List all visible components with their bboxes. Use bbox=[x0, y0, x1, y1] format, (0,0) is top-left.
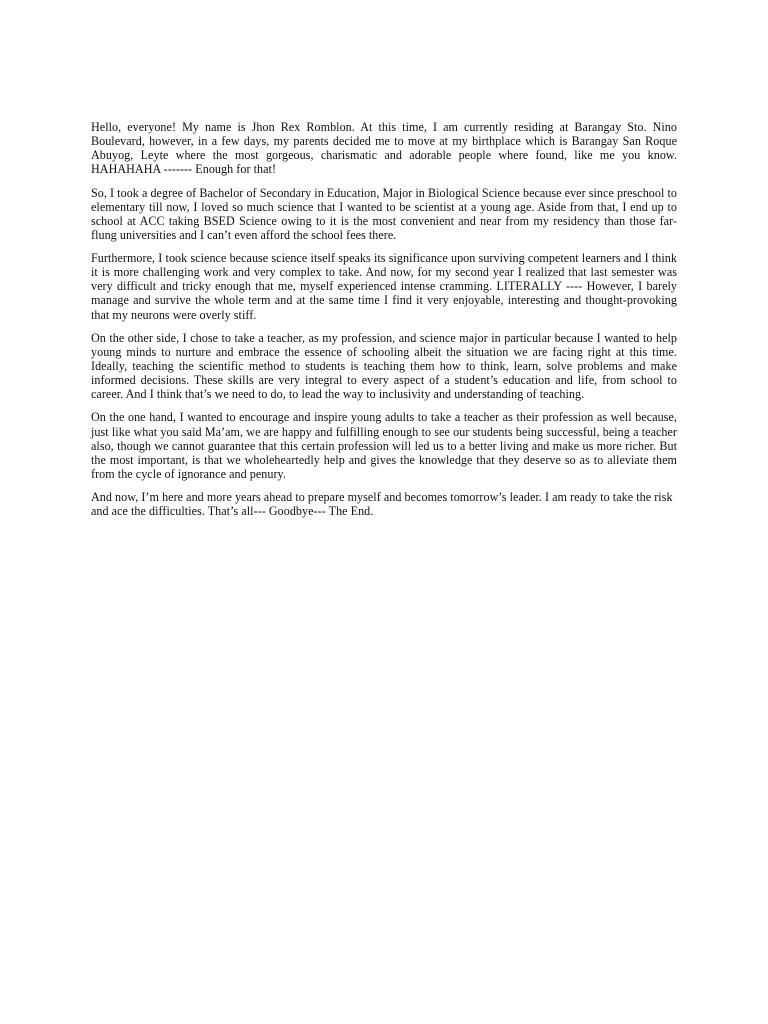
paragraph-closing: And now, I’m here and more years ahead to prepare myself and becomes tomorrow’s leader. I am ready to take the risk and ace the difficulties. That’s all--- Goodbye--- The End. bbox=[91, 490, 673, 519]
paragraph-science-reason: Furthermore, I took science because science itself speaks its significance upon surviving competent learners and I think it is more challenging work and very complex to take. And now, for my second year I realized that last semester was very difficult and tricky enough that me, myself experienced intense cramming. LITERALLY ---- However, I barely manage and survive the whole term and at the same time I find it very enjoyable, interesting and thought-provoking that my neurons were overly stiff. bbox=[91, 251, 677, 322]
paragraph-introduction: Hello, everyone! My name is Jhon Rex Romblon. At this time, I am currently residing at Barangay Sto. Nino Boulevard, however, in a few days, my parents decided me to move at my birthplace which is Barangay San Roque Abuyog, Leyte where the most gorgeous, charismatic and adorable people where found, like me you know. HAHAHAHA ------- Enough for that! bbox=[91, 120, 677, 177]
paragraph-teaching-reason: On the other side, I chose to take a teacher, as my profession, and science major in particular because I wanted to help young minds to nurture and embrace the essence of schooling albeit the situation we are facing right at this time. Ideally, teaching the scientific method to students is teaching them how to think, learn, solve problems and make informed decisions. These skills are very integral to every aspect of a student’s education and life, from school to career. And I think that’s we need to do, to lead the way to inclusivity and understanding of teaching. bbox=[91, 330, 677, 402]
document-body bbox=[91, 120, 677, 527]
paragraph-degree: So, I took a degree of Bachelor of Secondary in Education, Major in Biological Science because ever since preschool to elementary till now, I loved so much science that I wanted to be scientist at a young age. Aside from that, I end up to school at ACC taking BSED Science owing to it is the most convenient and near from my residency than those far-flung universities and I can’t even afford the school fees there. bbox=[91, 185, 677, 242]
paragraph-inspiration: On the one hand, I wanted to encourage and inspire young adults to take a teacher as their profession as well because, just like what you said Ma’am, we are happy and fulfilling enough to see our students being successful, being a teacher also, though we cannot guarantee that this certain profession will led us to a better living and make us more richer. But the most important, is that we wholeheartedly help and gives the knowledge that they deserve so as to alleviate them from the cycle of ignorance and penury. bbox=[91, 410, 677, 481]
